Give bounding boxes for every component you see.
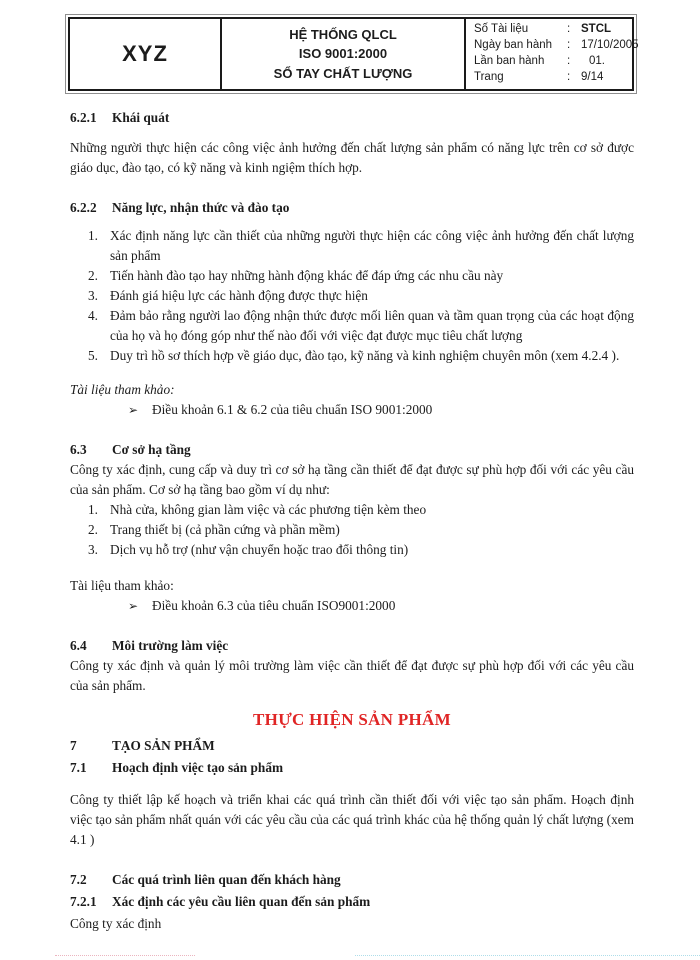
info-value-doc-number: STCL: [581, 23, 612, 36]
list-item-text: Đảm bảo rằng người lao động nhận thức được mối liên quan và tầm quan trọng của các hoạt động của họ và họ đóng góp như thế nào đối với việc đạt được mục tiêu chất lượng: [110, 308, 634, 343]
company-logo-cell: [70, 19, 222, 89]
info-row-page: [474, 70, 639, 86]
section-heading-7-2-1: [70, 892, 634, 912]
info-separator: :: [567, 39, 571, 52]
paragraph-6-2-1: Những người thực hiện các công việc ảnh hưởng đến chất lượng sản phẩm có năng lực trên cơ sở được giáo dục, đào tạo, có kỹ năng và kinh ngiệm thích hợp.: [70, 140, 634, 175]
list-item: [70, 500, 634, 520]
section-title: Cơ sở hạ tầng: [112, 442, 191, 457]
section-title: Năng lực, nhận thức và đào tạo: [112, 200, 290, 215]
doc-title-line-3: SỔ TAY CHẤT LƯỢNG: [273, 65, 413, 81]
reference-text: Điều khoản 6.3 của tiêu chuẩn ISO9001:2000: [152, 598, 396, 613]
info-value-page: 9/14: [581, 71, 604, 84]
list-item-number: 4.: [88, 308, 98, 323]
numbered-list-6-3: [70, 500, 634, 560]
header-table: [65, 14, 637, 94]
scan-artifact-line: [355, 955, 700, 956]
info-value-issue-date: 17/10/2005: [581, 39, 639, 52]
arrowhead-bullet-icon: ➢: [128, 403, 139, 417]
list-item-text: Xác định năng lực cần thiết của những người thực hiện các công việc ảnh hưởng đến chất lượng sản phẩm: [110, 228, 634, 263]
list-item-number: 2.: [88, 522, 98, 537]
section-title: TẠO SẢN PHẨM: [112, 738, 215, 753]
list-item: [70, 286, 634, 306]
section-title: Các quá trình liên quan đến khách hàng: [112, 872, 341, 887]
info-label: Lần ban hành: [474, 55, 545, 68]
section-number: 6.4: [70, 638, 87, 653]
section-heading-6-3: [70, 440, 634, 460]
section-title: Xác định các yêu cầu liên quan đến sản phẩm: [112, 894, 371, 909]
info-value-issue-number: 01.: [589, 55, 605, 68]
list-item-text: Tiến hành đào tạo hay những hành động khác để đáp ứng các nhu cầu này: [110, 268, 504, 283]
list-item: [70, 346, 634, 366]
list-item-text: Nhà cửa, không gian làm việc và các phương tiện kèm theo: [110, 502, 427, 517]
info-separator: :: [567, 23, 571, 36]
section-heading-7: [70, 736, 634, 756]
section-heading-7-1: [70, 758, 634, 778]
info-label: Trang: [474, 71, 504, 84]
header-table-inner: [68, 17, 639, 91]
info-row-doc-number: [474, 22, 639, 38]
doc-title-line-1: HỆ THỐNG QLCL: [289, 26, 397, 42]
info-label: Số Tài liệu: [474, 23, 529, 36]
section-number: 7: [70, 738, 77, 753]
list-item-text: Duy trì hồ sơ thích hợp về giáo dục, đào tạo, kỹ năng và kinh nghiệm chuyên môn (xem 4.2.4 ).: [110, 348, 620, 363]
list-item: [70, 520, 634, 540]
section-number: 6.2.2: [70, 200, 97, 215]
section-number: 7.2.1: [70, 894, 97, 909]
info-separator: :: [567, 71, 571, 84]
section-title: Môi trường làm việc: [112, 638, 229, 653]
info-separator: :: [567, 55, 571, 68]
paragraph-7-1: Công ty thiết lập kế hoạch và triển khai các quá trình cần thiết đối với việc tạo sản phẩm. Hoạch định việc tạo sản phẩm nhất quán với các yêu cầu của các quá trình khác của hệ thống quản lý chất lượng (xem 4.1 ): [70, 792, 635, 847]
paragraph-7-2-1: Công ty xác định: [70, 916, 162, 931]
reference-label: Tài liệu tham khảo:: [70, 578, 174, 593]
reference-item: [128, 596, 634, 616]
section-heading-6-2-1: [70, 108, 634, 128]
scan-artifact-line: [55, 955, 195, 956]
section-number: 7.1: [70, 760, 87, 775]
arrowhead-bullet-icon: ➢: [128, 599, 139, 613]
info-label: Ngày ban hành: [474, 39, 553, 52]
list-item: [70, 226, 634, 266]
section-number: 7.2: [70, 872, 87, 887]
reference-text: Điều khoản 6.1 & 6.2 của tiêu chuẩn ISO 9001:2000: [152, 402, 433, 417]
section-number: 6.3: [70, 442, 87, 457]
list-item: [70, 266, 634, 286]
chapter-heading-product-realization: THỰC HIỆN SẢN PHẨM: [253, 710, 451, 729]
section-title: Khái quát: [112, 110, 170, 125]
reference-label: Tài liệu tham khảo:: [70, 382, 175, 397]
list-item: [70, 306, 634, 346]
document-info-cell: [466, 19, 643, 89]
doc-title-line-2: ISO 9001:2000: [298, 46, 388, 62]
list-item-text: Đánh giá hiệu lực các hành động được thực hiện: [110, 288, 368, 303]
info-row-issue-date: [474, 38, 639, 54]
section-heading-6-2-2: [70, 198, 634, 218]
list-item-number: 3.: [88, 542, 98, 557]
list-item-number: 1.: [88, 228, 98, 243]
section-heading-7-2: [70, 870, 634, 890]
list-item-number: 5.: [88, 348, 98, 363]
list-item-text: Dịch vụ hỗ trợ (như vận chuyển hoặc trao đổi thông tin): [110, 542, 409, 557]
section-heading-6-4: [70, 636, 634, 656]
section-title: Hoạch định việc tạo sản phẩm: [112, 760, 284, 775]
company-logo: XYZ: [122, 41, 168, 66]
list-item: [70, 540, 634, 560]
list-item-number: 3.: [88, 288, 98, 303]
document-title-cell: [222, 19, 466, 89]
info-row-issue-number: [474, 54, 639, 70]
paragraph-6-3: Công ty xác định, cung cấp và duy trì cơ sở hạ tầng cần thiết để đạt được sự phù hợp đối với các yêu cầu của sản phẩm. Cơ sở hạ tầng bao gồm ví dụ như:: [70, 462, 634, 497]
section-number: 6.2.1: [70, 110, 97, 125]
list-item-number: 1.: [88, 502, 98, 517]
paragraph-6-4: Công ty xác định và quản lý môi trường làm việc cần thiết để đạt được sự phù hợp đối với các yêu cầu của sản phẩm.: [70, 658, 634, 693]
list-item-number: 2.: [88, 268, 98, 283]
list-item-text: Trang thiết bị (cả phần cứng và phần mềm): [110, 522, 340, 537]
reference-item: [128, 400, 634, 420]
numbered-list-6-2-2: [70, 226, 634, 366]
